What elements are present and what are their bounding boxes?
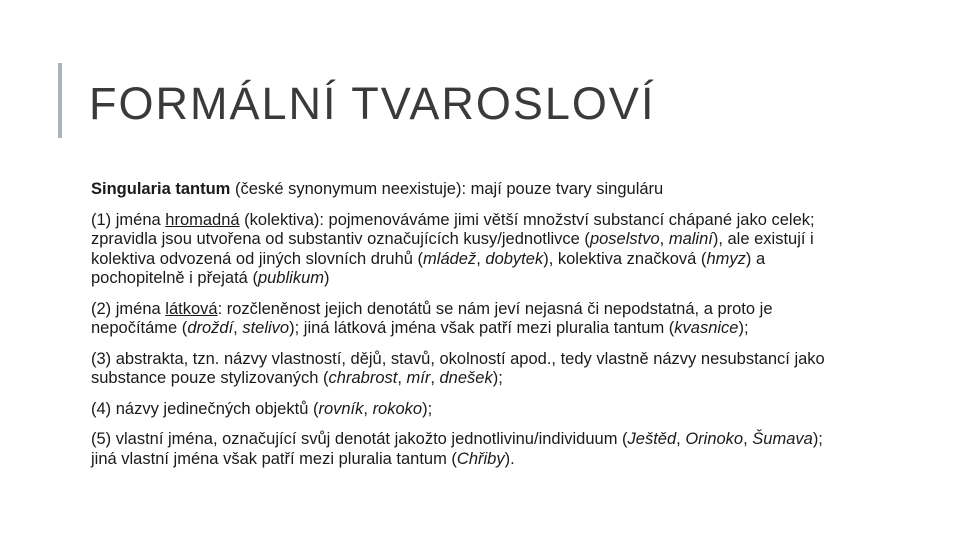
- example-word: Chřiby: [456, 449, 505, 468]
- title-accent-bar: [58, 63, 62, 138]
- example-word: rokoko: [372, 399, 423, 418]
- paragraph-5: (5) vlastní jména, označující svůj denotát jakožto jednotlivinu/individuum (Ještěd, Orinoko, Šumava); jiná vlastní jména však patří mezi pluralia tantum (Chřiby).: [91, 430, 823, 468]
- example-word: rovník: [318, 399, 364, 418]
- example-word: mír: [406, 369, 431, 387]
- paragraph-4: (4) názvy jedinečných objektů (rovník, rokoko);: [91, 399, 433, 418]
- example-word: publikum: [257, 269, 324, 287]
- example-word: Ještěd: [627, 430, 677, 448]
- example-word: droždí: [187, 319, 234, 337]
- example-word: chrabrost: [328, 369, 398, 387]
- example-word: hmyz: [706, 249, 746, 268]
- example-word: dobytek: [485, 249, 544, 268]
- example-word: kvasnice: [674, 319, 739, 337]
- example-word: poselstvo: [589, 230, 660, 248]
- underlined-term: látková: [165, 299, 218, 318]
- slide-title: FORMÁLNÍ TVAROSLOVÍ: [89, 78, 656, 129]
- underlined-term: hromadná: [165, 210, 240, 229]
- slide-body: [91, 180, 851, 480]
- example-word: dnešek: [439, 369, 493, 387]
- intro-paragraph: Singularia tantum (české synonymum neexistuje): mají pouze tvary singuláru: [91, 180, 664, 198]
- example-word: mládež: [423, 249, 477, 268]
- paragraph-1: (1) jména hromadná (kolektiva): pojmenováváme jimi větší množství substancí chápané jako celek; zpravidla jsou utvořena od substantiv označujících kusy/jednotlivce (poselstvo, maliní), ale existují i kolektiva odvozená od jiných slovních druhů (mládež, dobytek), kolektiva značková (hmyz) a pochopitelně i přejatá (publikum): [91, 210, 815, 287]
- example-word: Šumava: [752, 430, 813, 448]
- example-word: Orinoko: [685, 430, 744, 448]
- example-word: maliní: [668, 230, 713, 248]
- term-bold: Singularia tantum: [91, 180, 231, 198]
- paragraph-3: (3) abstrakta, tzn. názvy vlastností, dějů, stavů, okolností apod., tedy vlastně názvy nesubstancí jako substance pouze stylizovaných (chrabrost, mír, dnešek);: [91, 349, 825, 387]
- paragraph-2: (2) jména látková: rozčleněnost jejich denotátů se nám jeví nejasná či nepodstatná, a proto je nepočítáme (droždí, stelivo); jiná látková jména však patří mezi pluralia tantum (kvasnice);: [91, 299, 773, 337]
- example-word: stelivo: [242, 319, 290, 337]
